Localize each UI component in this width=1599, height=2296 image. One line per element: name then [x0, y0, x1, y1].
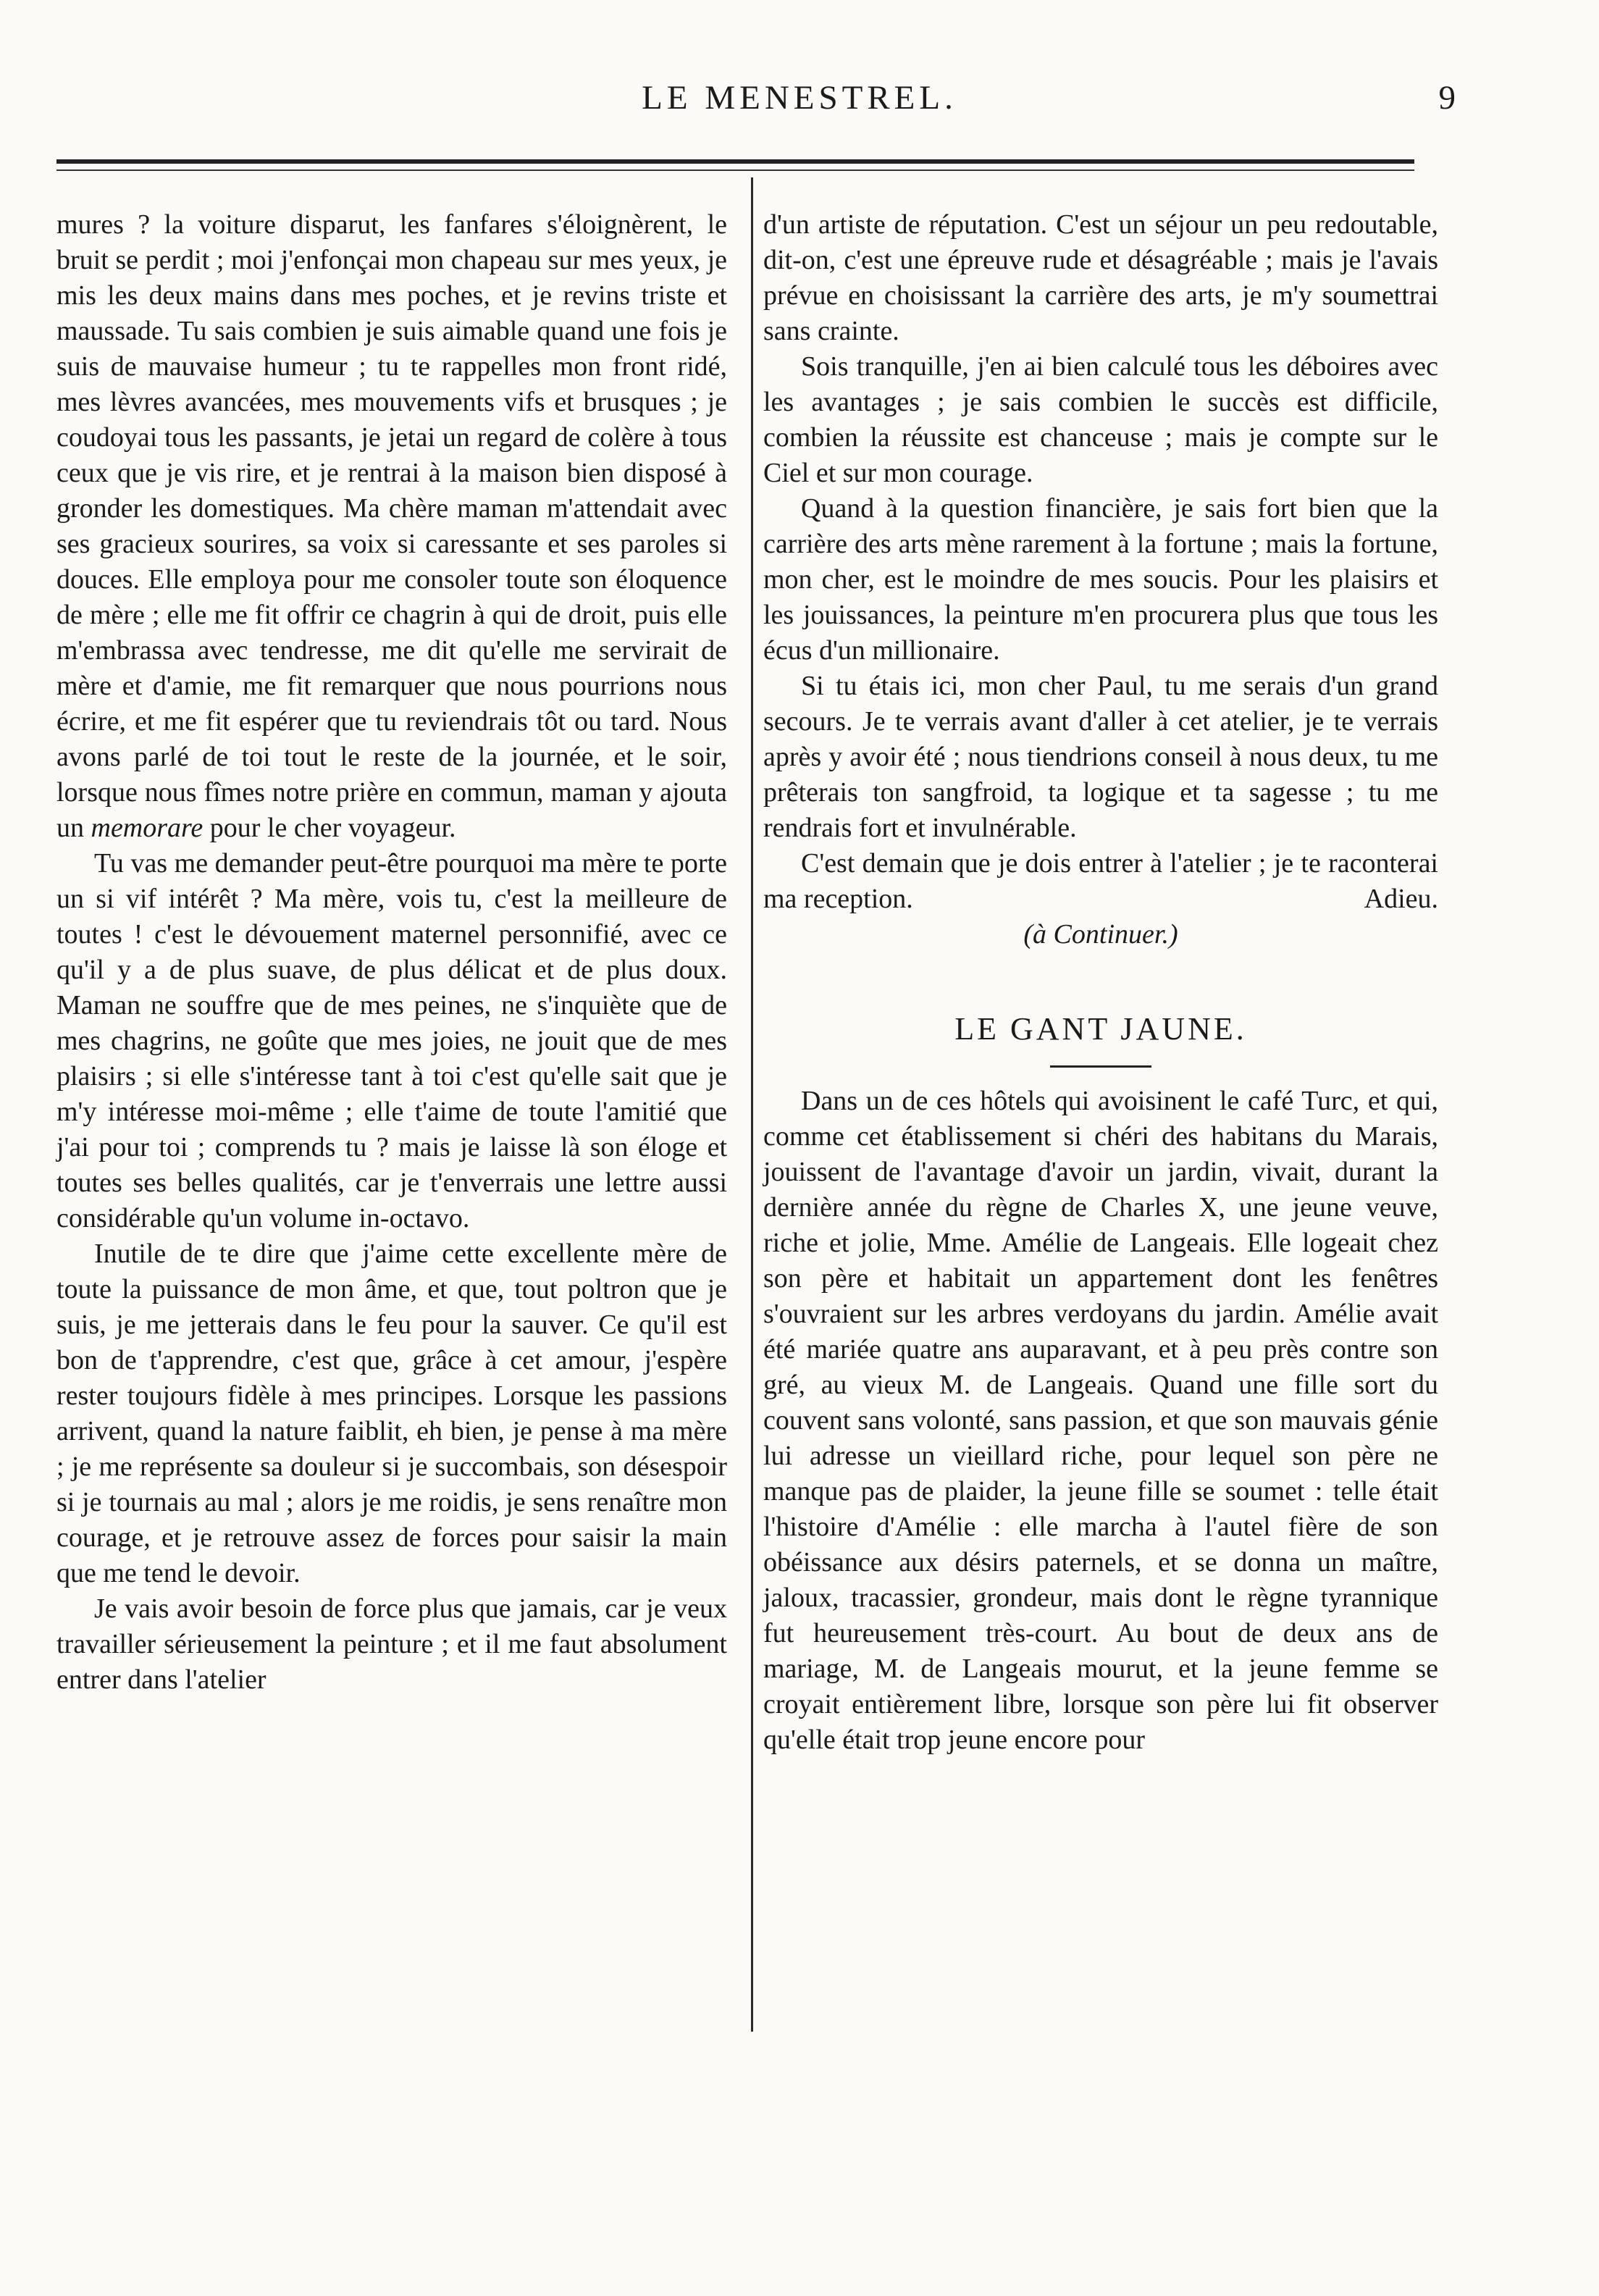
right-paragraph-2: Sois tranquille, j'en ai bien calculé tous les déboires avec les avantages ; je sais combien le succès est difficile, combien la réussite est chanceuse ; mais je compte sur le Ciel et sur mon courage. [763, 351, 1438, 488]
header-rule-thin [56, 169, 1414, 171]
header-rule-thick [56, 159, 1414, 164]
section-title: LE GANT JAUNE. [954, 1011, 1247, 1047]
continued-label: (à Continuer.) [1023, 919, 1178, 950]
left-paragraph-1-end: pour le cher voyageur. [203, 813, 456, 843]
page-number: 9 [1438, 79, 1456, 117]
memorare-italic: memorare [91, 813, 203, 843]
left-column [56, 207, 727, 1698]
right-paragraph-6: Dans un de ces hôtels qui avoisinent le café Turc, et qui, comme cet établissement si chéri des habitans du Marais, jouissent de l'avantage d'avoir un jardin, vivait, durant la dernière année du règne de Charles X, une jeune veuve, riche et jolie, Mme. Amélie de Langeais. Elle logeait chez son père et habitait un appartement dont les fenêtres s'ouvraient sur les arbres verdoyans du jardin. Amélie avait été mariée quatre ans auparavant, et à peu près contre son gré, au vieux M. de Langeais. Quand une fille sort du couvent sans volonté, sans passion, et que son mauvais génie lui adresse un vieillard riche, pour lequel son père ne manque pas de plaider, la jeune fille se soumet : telle était l'histoire d'Amélie : elle marcha à l'autel fière de son obéissance aux désirs paternels, et se donna un maître, jaloux, tracassier, grondeur, mais dont le règne tyrannique fut heureusement très-court. Au bout de deux ans de mariage, M. de Langeais mourut, et la jeune femme se croyait entièrement libre, lorsque son père lui fit observer qu'elle était trop jeune encore pour [763, 1086, 1438, 1755]
running-title: LE MENESTREL. [642, 79, 957, 117]
right-paragraph-5-text: C'est demain que je dois entrer à l'atelier ; je te raconterai ma reception. [763, 848, 1438, 914]
right-paragraph-5 [763, 846, 1438, 917]
right-column [763, 207, 1438, 1758]
to-be-continued [763, 917, 1438, 952]
column-divider [751, 177, 753, 2032]
adieu-signoff: Adieu. [1364, 884, 1438, 914]
left-paragraph-1-text: mures ? la voiture disparut, les fanfares s'éloignèrent, le bruit se perdit ; moi j'enfonçai mon chapeau sur mes yeux, je mis les deux mains dans mes poches, et je revins triste et maussade. Tu sais combien je suis aimable quand une fois je suis de mauvaise humeur ; tu te rappelles mon front ridé, mes lèvres avancées, mes mouvements vifs et brusques ; je coudoyai tous les passants, je jetai un regard de colère à tous ceux que je vis rire, et je rentrai à la maison bien disposé à gronder les domestiques. Ma chère maman m'attendait avec ses gracieux sourires, sa voix si caressante et ses paroles si douces. Elle employa pour me consoler toute son éloquence de mère ; elle me fit offrir ce chagrin à qui de droit, puis elle m'embrassa avec tendresse, me dit qu'elle me servirait de mère et d'amie, me fit remarquer que nous pourrions nous écrire, et me fit espérer que tu reviendrais tôt ou tard. Nous avons parlé de toi tout le reste de la journée, et le soir, lorsque nous fîmes notre prière en commun, maman y ajouta un [56, 209, 727, 843]
left-paragraph-2: Tu vas me demander peut-être pourquoi ma mère te porte un si vif intérêt ? Ma mère, vois tu, c'est la meilleure de toutes ! c'est le dévouement maternel personnifié, avec ce qu'il y a de plus suave, de plus délicat et de plus doux. Maman ne souffre que de mes peines, ne s'inquiète que de mes chagrins, ne goûte que mes joies, ne jouit que de mes plaisirs ; si elle s'intéresse tant à toi c'est qu'elle sait que je m'y intéresse moi-même ; elle t'aime de toute l'amitié que j'ai pour toi ; comprends tu ? mais je laisse là son éloge et toutes ses belles qualités, car je t'enverrais une lettre aussi considérable qu'un volume in-octavo. [56, 848, 727, 1233]
right-paragraph-4: Si tu étais ici, mon cher Paul, tu me serais d'un grand secours. Je te verrais avant d'aller à cet atelier, je te verrais après y avoir été ; nous tiendrions conseil à nous deux, tu me prêterais ton sangfroid, ta logique et ta sagesse ; tu me rendrais fort et invulnérable. [763, 671, 1438, 843]
left-paragraph-3: Inutile de te dire que j'aime cette excellente mère de toute la puissance de mon âme, et que, tout poltron que je suis, je me jetterais dans le feu pour la sauver. Ce qu'il est bon de t'apprendre, c'est que, grâce à cet amour, j'espère rester toujours fidèle à mes principes. Lorsque les passions arrivent, quand la nature faiblit, eh bien, je pense à ma mère ; je me représente sa douleur si je succombais, son désespoir si je tournais au mal ; alors je me roidis, je sens renaître mon courage, et je retrouve assez de forces pour saisir la main que me tend le devoir. [56, 1239, 727, 1588]
left-paragraph-4: Je vais avoir besoin de force plus que jamais, car je veux travailler sérieusement la peinture ; et il me faut absolument entrer dans l'atelier [56, 1593, 727, 1695]
section-rule [1050, 1065, 1151, 1068]
left-paragraph-1 [56, 207, 727, 846]
right-paragraph-1: d'un artiste de réputation. C'est un séjour un peu redoutable, dit-on, c'est une épreuve rude et désagréable ; mais je l'avais prévue en choisissant la carrière des arts, je m'y soumettrai sans crainte. [763, 209, 1438, 346]
right-paragraph-3: Quand à la question financière, je sais fort bien que la carrière des arts mène rarement à la fortune ; mais la fortune, mon cher, est le moindre de mes soucis. Pour les plaisirs et les jouissances, la peinture m'en procurera plus que tous les écus d'un millionaire. [763, 493, 1438, 666]
